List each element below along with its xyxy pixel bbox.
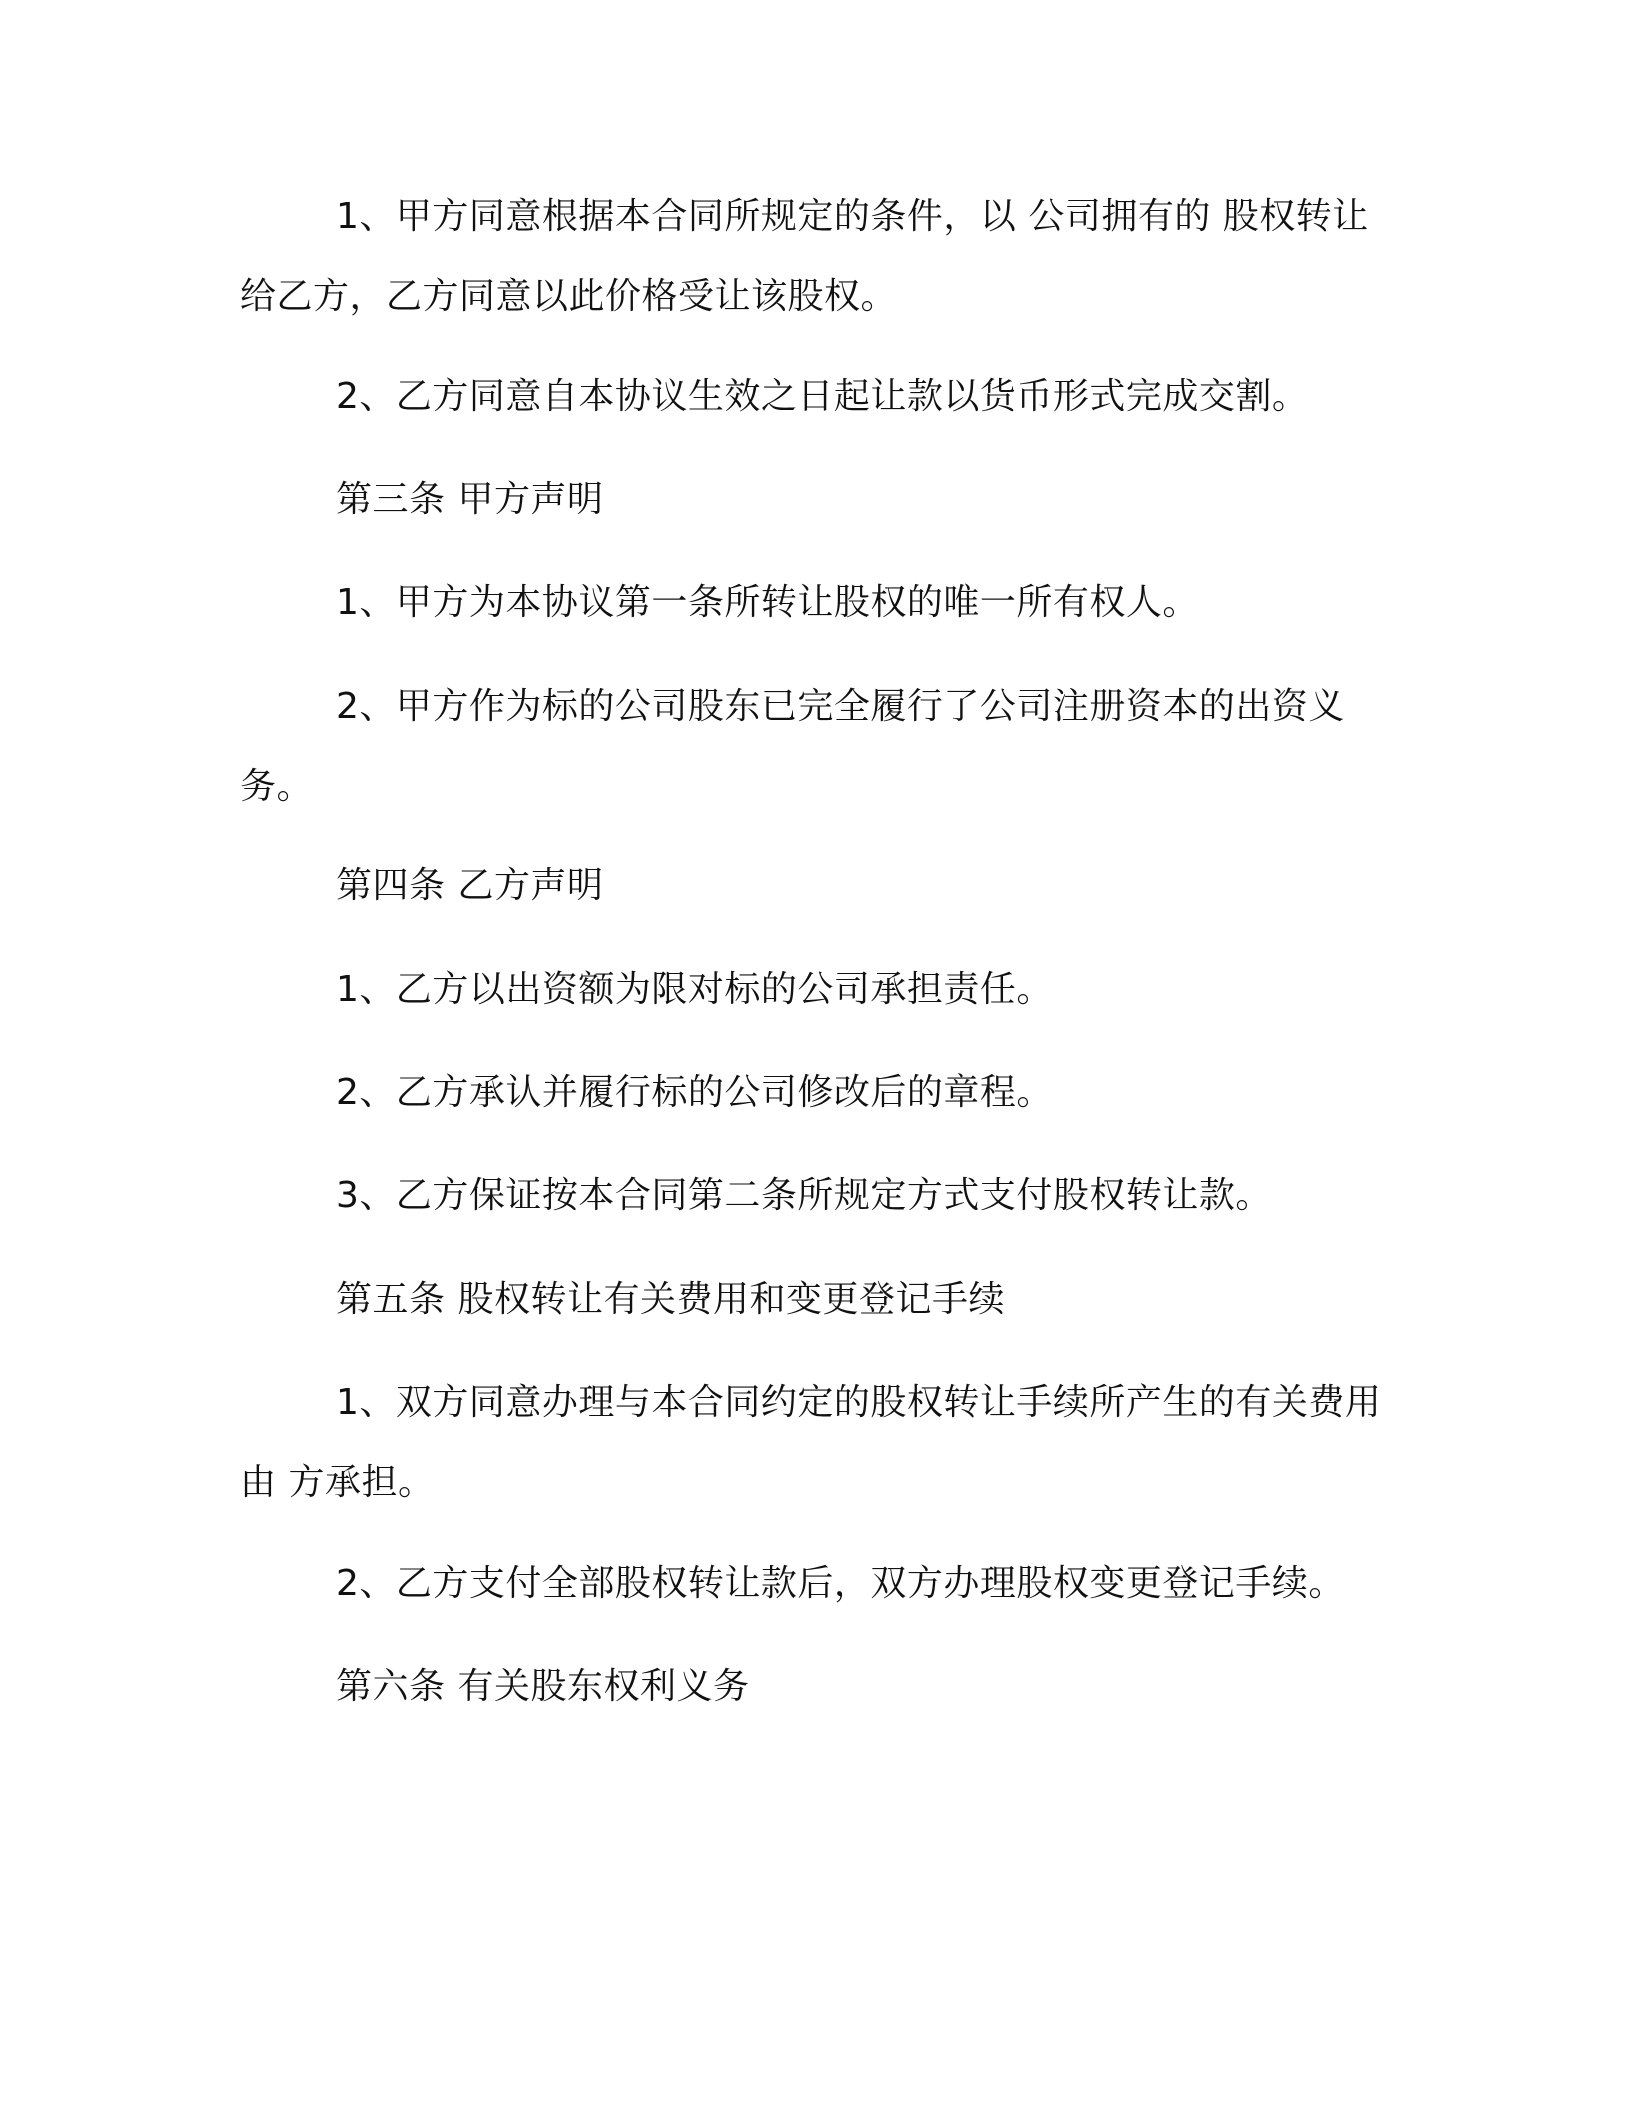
paragraph-art4-clause1: 1、乙方以出资额为限对标的公司承担责任。 (336, 969, 1053, 1010)
paragraph-art5-clause2: 2、乙方支付全部股权转让款后，双方办理股权变更登记手续。 (336, 1563, 1345, 1604)
heading-article-6: 第六条 有关股东权利义务 (336, 1666, 750, 1707)
paragraph-art3-clause2: 2、甲方作为标的公司股东已完全履行了公司注册资本的出资义务。 (240, 686, 1345, 807)
heading-article-4: 第四条 乙方声明 (336, 865, 604, 906)
paragraph-art3-clause1: 1、甲方为本协议第一条所转让股权的唯一所有权人。 (336, 582, 1199, 623)
paragraph-art4-clause2: 2、乙方承认并履行标的公司修改后的章程。 (336, 1072, 1053, 1113)
paragraph-art5-clause1: 1、双方同意办理与本合同约定的股权转让手续所产生的有关费用由 方承担。 (240, 1382, 1382, 1503)
paragraph-art2-clause1: 1、甲方同意根据本合同所规定的条件，以 公司拥有的 股权转让给乙方，乙方同意以此价格受让该股权。 (240, 196, 1369, 317)
heading-article-3: 第三条 甲方声明 (336, 479, 604, 520)
heading-article-5: 第五条 股权转让有关费用和变更登记手续 (336, 1279, 1005, 1320)
paragraph-art4-clause3: 3、乙方保证按本合同第二条所规定方式支付股权转让款。 (336, 1175, 1272, 1216)
paragraph-art2-clause2: 2、乙方同意自本协议生效之日起让款以货币形式完成交割。 (336, 376, 1309, 417)
